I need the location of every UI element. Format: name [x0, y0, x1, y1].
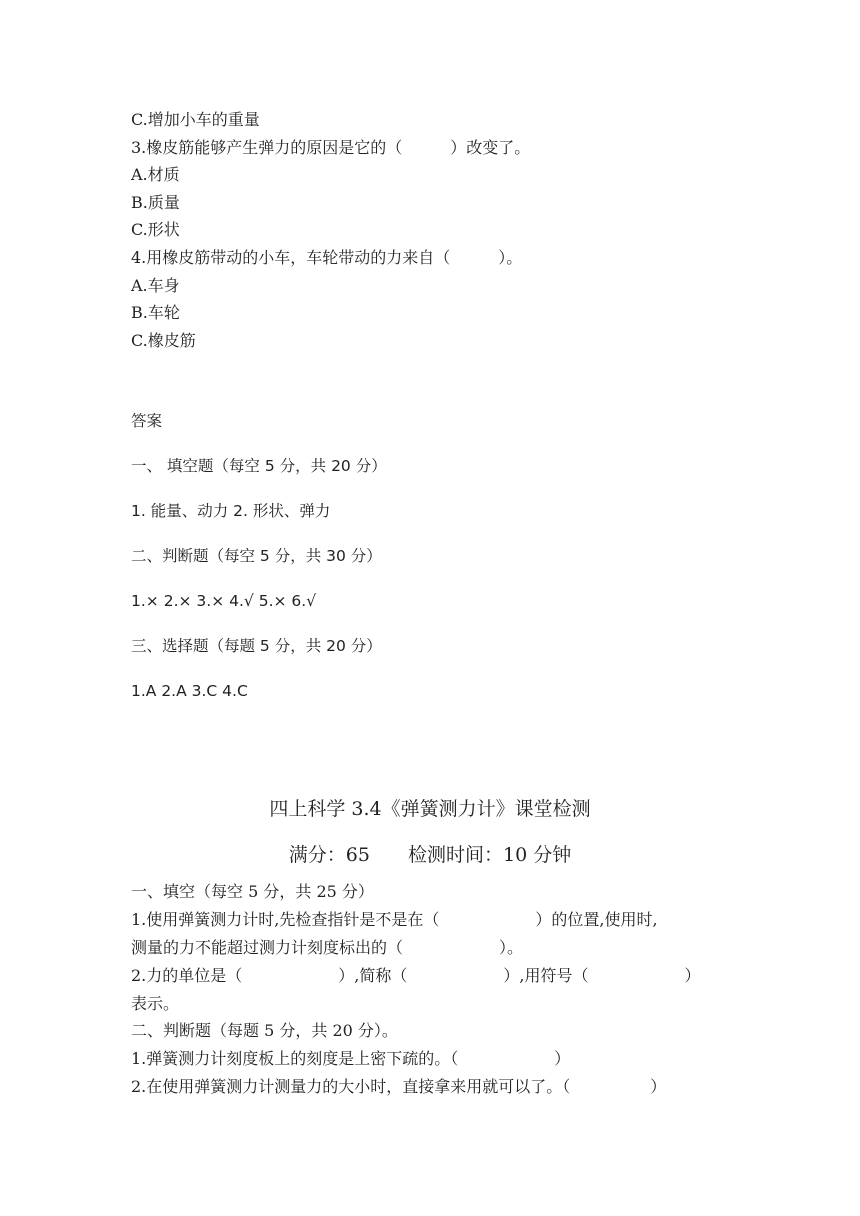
option-text: A.材质 [131, 165, 180, 184]
question-text: 1.使用弹簧测力计时,先检查指针是不是在（ ）的位置,使用时, [131, 910, 658, 929]
question-text: 1.弹簧测力计刻度板上的刻度是上密下疏的。（ ） [131, 1049, 571, 1068]
question-text: 2.在使用弹簧测力计测量力的大小时，直接拿来用就可以了。（ ） [131, 1077, 667, 1096]
answer-section-heading: 二、判断题（每空 5 分，共 30 分） [131, 547, 382, 565]
question-text: 2.力的单位是（ ）,简称（ ）,用符号（ ） [131, 966, 701, 985]
answer-section-heading: 三、选择题（每题 5 分，共 20 分） [131, 637, 382, 655]
answer-section-heading: 一、 填空题（每空 5 分，共 20 分） [131, 457, 387, 475]
option-text: B.质量 [131, 193, 180, 212]
answers-heading: 答案 [131, 412, 163, 430]
question-text: 4.用橡皮筋带动的小车，车轮带动的力来自（ ）。 [131, 248, 523, 267]
option-text: A.车身 [131, 276, 180, 295]
section-heading: 一、填空（每空 5 分，共 25 分） [131, 882, 374, 901]
answer-line: 1.× 2.× 3.× 4.√ 5.× 6.√ [131, 592, 317, 610]
question-text: 测量的力不能超过测力计刻度标出的（ ）。 [131, 938, 524, 957]
answer-line: 1. 能量、动力 2. 形状、弹力 [131, 502, 331, 520]
option-text: B.车轮 [131, 303, 180, 322]
question-text: 3.橡皮筋能够产生弹力的原因是它的（ ）改变了。 [131, 138, 531, 157]
option-text: C.形状 [131, 220, 180, 239]
option-text: C.橡皮筋 [131, 331, 196, 350]
test-title: 四上科学 3.4《弹簧测力计》课堂检测 [269, 798, 591, 820]
option-text: C.增加小车的重量 [131, 110, 260, 129]
answer-line: 1.A 2.A 3.C 4.C [131, 682, 248, 700]
question-text: 表示。 [131, 994, 180, 1013]
section-heading: 二、判断题（每题 5 分，共 20 分）。 [131, 1021, 398, 1040]
test-subtitle: 满分：65 检测时间：10 分钟 [288, 844, 572, 866]
